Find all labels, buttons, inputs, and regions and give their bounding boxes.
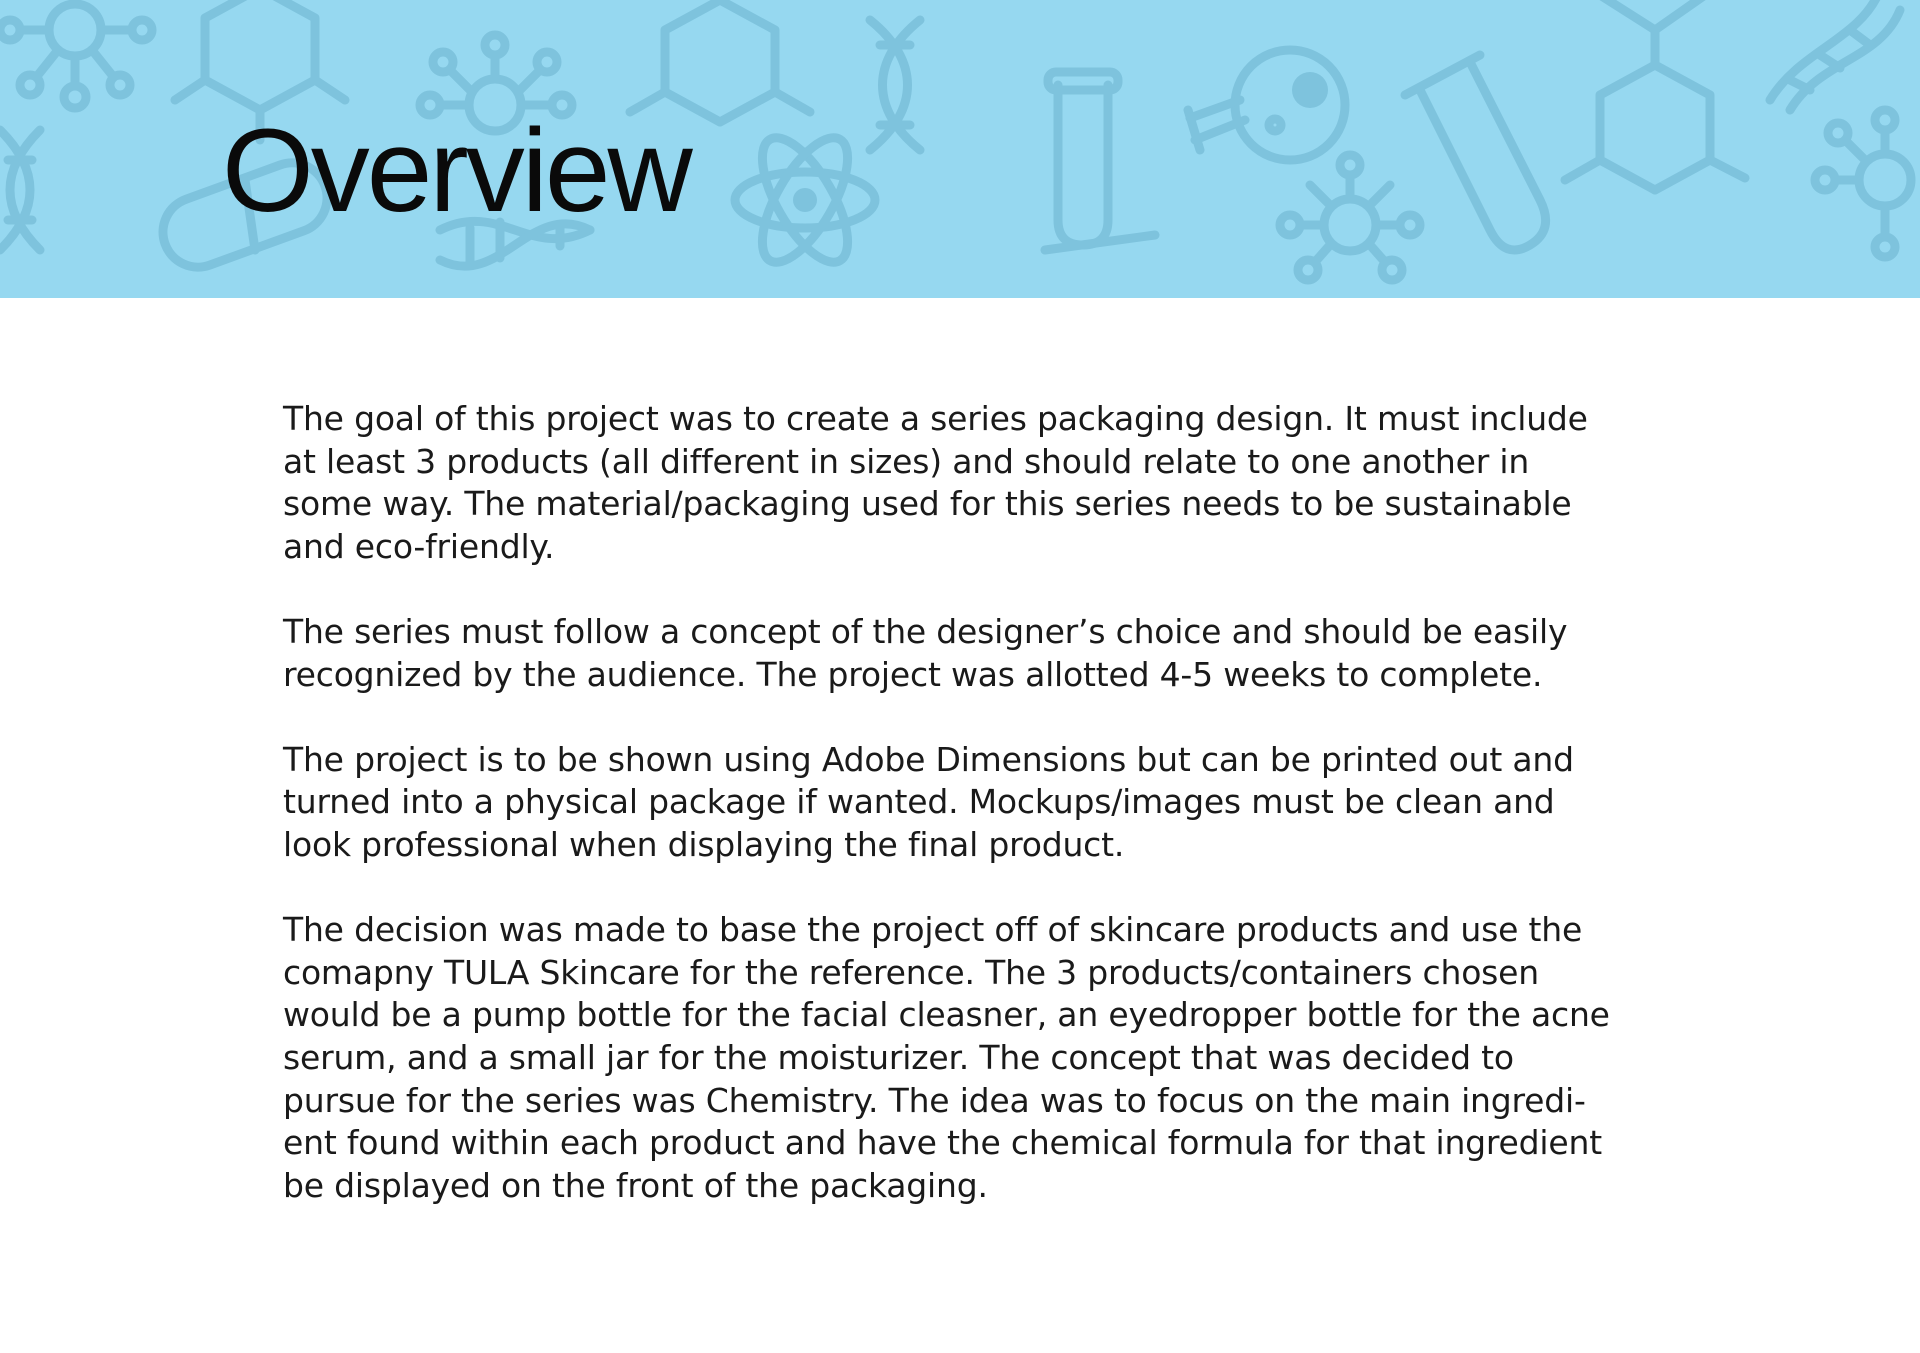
molecule-icon [1815,110,1911,257]
hexagon-icon [630,0,810,122]
atom-icon [735,125,875,274]
test-tube-icon [1045,72,1155,250]
paragraph: The decision was made to base the project off of skincare products and use the comapny TULA Skincare for the reference. The 3 products/containers chosen would be a pump bottle for the facial cleasner, an eyedropper bottle for the acne serum, and a small jar for the moisturizer. The concept that was decided to pursue for the series was Chemistry. The idea was to focus on the main ingredi-ent found within each product and have the chemical formula for that ingredient be displayed on the front of the packaging. [283,910,1610,1205]
hexagon-icon [1565,0,1745,190]
paragraph: The series must follow a concept of the designer’s choice and should be easily recognized by the audience. The project was allotted 4-5 weeks to complete. [283,611,1568,694]
paragraph: The goal of this project was to create a series packaging design. It must include at least 3 products (all different in sizes) and should relate to one another in some way. The material/packaging used for this series needs to be sustainable and eco-friendly. [283,399,1588,566]
dna-icon [1770,0,1900,110]
paragraph: The project is to be shown using Adobe Dimensions but can be printed out and turned into a physical package if wanted. Mockups/images must be clean and look professional when displaying the final product. [283,739,1574,864]
dna-icon [870,20,920,150]
molecule-icon [1280,155,1420,280]
dna-icon [0,130,40,250]
flask-icon [1188,50,1345,160]
header-banner [0,0,1920,298]
molecule-icon [0,0,152,108]
body-text [283,398,1623,1250]
test-tube-icon [1405,55,1546,250]
page-title: Overview [222,105,690,237]
